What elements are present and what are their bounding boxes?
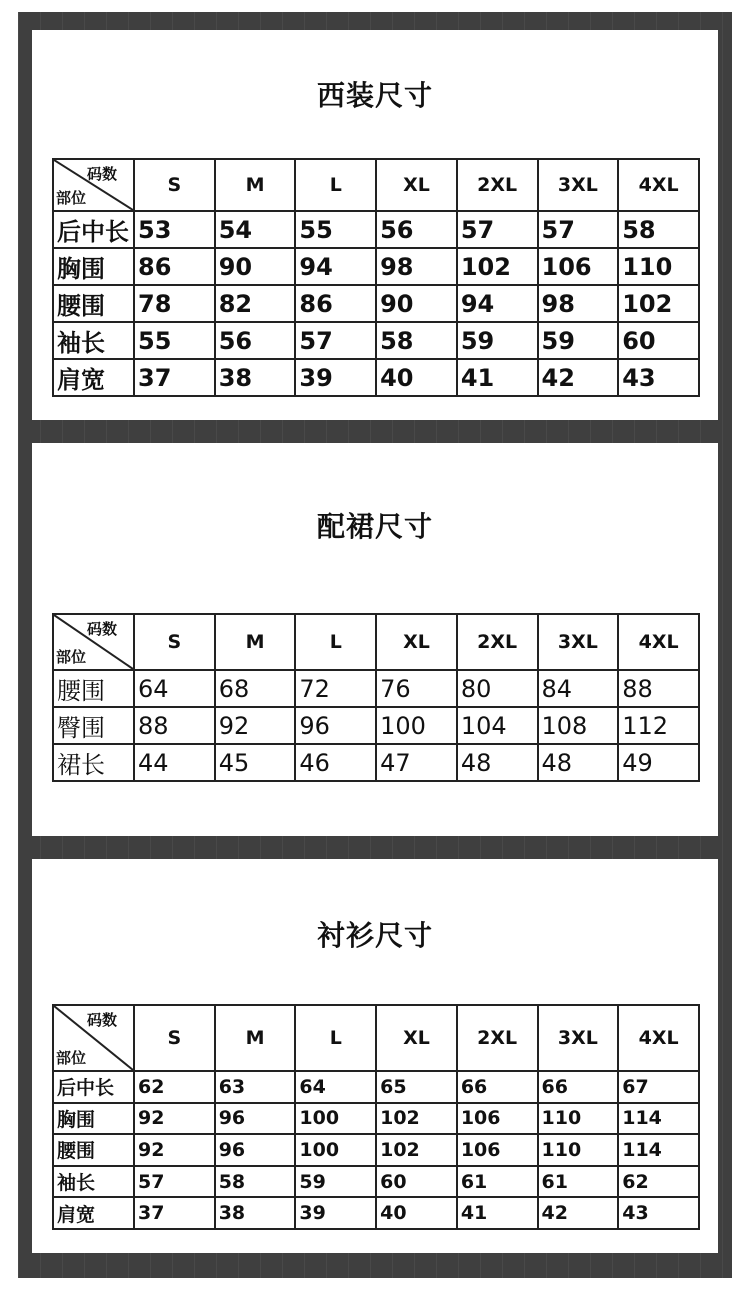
- table-cell: 60: [618, 322, 699, 359]
- table-cell: 63: [215, 1071, 296, 1103]
- table-cell: 42: [538, 359, 619, 396]
- table-cell: 92: [215, 707, 296, 744]
- table-cell: 48: [538, 744, 619, 781]
- size-header: 4XL: [618, 1005, 699, 1071]
- size-header: 2XL: [457, 614, 538, 670]
- row-label: 胸围: [53, 1103, 134, 1135]
- size-header: L: [295, 1005, 376, 1071]
- size-header: M: [215, 1005, 296, 1071]
- suit-size-panel: [32, 30, 718, 420]
- table-cell: 94: [295, 248, 376, 285]
- table-cell: 66: [457, 1071, 538, 1103]
- table-cell: 67: [618, 1071, 699, 1103]
- table-cell: 57: [134, 1166, 215, 1198]
- table-cell: 56: [215, 322, 296, 359]
- table-cell: 76: [376, 670, 457, 707]
- corner-cell: [53, 1005, 134, 1071]
- table-cell: 94: [457, 285, 538, 322]
- row-label: 袖长: [53, 322, 134, 359]
- table-row: [53, 1071, 699, 1103]
- table-cell: 49: [618, 744, 699, 781]
- table-row: [53, 1166, 699, 1198]
- table-cell: 106: [538, 248, 619, 285]
- row-label: 腰围: [53, 1134, 134, 1166]
- table-cell: 46: [295, 744, 376, 781]
- corner-size-label: 码数: [86, 165, 117, 183]
- size-header: S: [134, 614, 215, 670]
- table-cell: 57: [538, 211, 619, 248]
- row-label: 袖长: [53, 1166, 134, 1198]
- table-row: [53, 211, 699, 248]
- size-header-row: [53, 1005, 699, 1071]
- table-cell: 110: [618, 248, 699, 285]
- table-cell: 102: [376, 1103, 457, 1135]
- table-cell: 41: [457, 1197, 538, 1229]
- table-cell: 45: [215, 744, 296, 781]
- table-cell: 38: [215, 359, 296, 396]
- table-cell: 110: [538, 1103, 619, 1135]
- table-row: [53, 1134, 699, 1166]
- table-row: [53, 248, 699, 285]
- table-row: [53, 707, 699, 744]
- table-cell: 114: [618, 1134, 699, 1166]
- suit-size-table: [52, 158, 700, 397]
- row-label: 腰围: [53, 285, 134, 322]
- table-cell: 104: [457, 707, 538, 744]
- row-label: 裙长: [53, 744, 134, 781]
- table-cell: 60: [376, 1166, 457, 1198]
- size-header: XL: [376, 1005, 457, 1071]
- size-header: 4XL: [618, 614, 699, 670]
- table-cell: 57: [295, 322, 376, 359]
- table-cell: 108: [538, 707, 619, 744]
- skirt-size-panel: [32, 443, 718, 836]
- table-cell: 64: [134, 670, 215, 707]
- table-cell: 84: [538, 670, 619, 707]
- table-row: [53, 285, 699, 322]
- row-label: 臀围: [53, 707, 134, 744]
- table-cell: 40: [376, 1197, 457, 1229]
- size-header-row: [53, 159, 699, 211]
- table-cell: 68: [215, 670, 296, 707]
- row-label: 肩宽: [53, 359, 134, 396]
- table-cell: 66: [538, 1071, 619, 1103]
- table-cell: 80: [457, 670, 538, 707]
- table-cell: 86: [134, 248, 215, 285]
- table-cell: 114: [618, 1103, 699, 1135]
- table-cell: 37: [134, 1197, 215, 1229]
- table-cell: 112: [618, 707, 699, 744]
- size-header: 2XL: [457, 159, 538, 211]
- table-cell: 57: [457, 211, 538, 248]
- table-cell: 62: [134, 1071, 215, 1103]
- table-cell: 72: [295, 670, 376, 707]
- size-header: L: [295, 614, 376, 670]
- table-cell: 43: [618, 359, 699, 396]
- table-row: [53, 744, 699, 781]
- table-cell: 98: [376, 248, 457, 285]
- table-row: [53, 1197, 699, 1229]
- corner-part-label: 部位: [56, 1049, 87, 1067]
- corner-size-label: 码数: [86, 1011, 117, 1029]
- table-cell: 56: [376, 211, 457, 248]
- table-cell: 96: [295, 707, 376, 744]
- table-cell: 61: [457, 1166, 538, 1198]
- table-cell: 78: [134, 285, 215, 322]
- table-cell: 38: [215, 1197, 296, 1229]
- size-header: M: [215, 614, 296, 670]
- table-cell: 37: [134, 359, 215, 396]
- corner-part-label: 部位: [56, 189, 87, 207]
- table-cell: 55: [295, 211, 376, 248]
- skirt-size-table: [52, 613, 700, 782]
- suit-size-title: 西装尺寸: [316, 79, 433, 112]
- table-cell: 64: [295, 1071, 376, 1103]
- table-cell: 53: [134, 211, 215, 248]
- table-cell: 102: [376, 1134, 457, 1166]
- table-cell: 100: [376, 707, 457, 744]
- table-cell: 88: [134, 707, 215, 744]
- table-cell: 44: [134, 744, 215, 781]
- table-cell: 43: [618, 1197, 699, 1229]
- table-cell: 59: [538, 322, 619, 359]
- table-cell: 41: [457, 359, 538, 396]
- table-cell: 96: [215, 1103, 296, 1135]
- size-header: M: [215, 159, 296, 211]
- table-cell: 65: [376, 1071, 457, 1103]
- table-cell: 110: [538, 1134, 619, 1166]
- table-cell: 61: [538, 1166, 619, 1198]
- table-cell: 47: [376, 744, 457, 781]
- corner-cell: [53, 614, 134, 670]
- row-label: 腰围: [53, 670, 134, 707]
- corner-size-label: 码数: [86, 620, 117, 638]
- skirt-size-title: 配裙尺寸: [316, 510, 433, 543]
- size-header: 3XL: [538, 159, 619, 211]
- table-cell: 90: [215, 248, 296, 285]
- corner-cell: [53, 159, 134, 211]
- table-cell: 42: [538, 1197, 619, 1229]
- table-row: [53, 359, 699, 396]
- table-row: [53, 1103, 699, 1135]
- table-cell: 98: [538, 285, 619, 322]
- table-cell: 100: [295, 1134, 376, 1166]
- table-cell: 102: [618, 285, 699, 322]
- table-cell: 92: [134, 1103, 215, 1135]
- table-cell: 102: [457, 248, 538, 285]
- table-cell: 90: [376, 285, 457, 322]
- table-cell: 58: [376, 322, 457, 359]
- table-row: [53, 670, 699, 707]
- shirt-size-table: [52, 1004, 700, 1230]
- table-cell: 55: [134, 322, 215, 359]
- table-cell: 54: [215, 211, 296, 248]
- table-cell: 82: [215, 285, 296, 322]
- table-cell: 96: [215, 1134, 296, 1166]
- size-header: S: [134, 159, 215, 211]
- table-cell: 59: [457, 322, 538, 359]
- shirt-size-panel: [32, 859, 718, 1253]
- row-label: 肩宽: [53, 1197, 134, 1229]
- table-row: [53, 322, 699, 359]
- table-cell: 58: [618, 211, 699, 248]
- row-label: 后中长: [53, 211, 134, 248]
- table-cell: 92: [134, 1134, 215, 1166]
- size-header: 3XL: [538, 614, 619, 670]
- size-header: XL: [376, 614, 457, 670]
- size-header: XL: [376, 159, 457, 211]
- corner-part-label: 部位: [56, 648, 87, 666]
- row-label: 后中长: [53, 1071, 134, 1103]
- table-cell: 59: [295, 1166, 376, 1198]
- size-header: L: [295, 159, 376, 211]
- table-cell: 39: [295, 1197, 376, 1229]
- table-cell: 58: [215, 1166, 296, 1198]
- table-cell: 88: [618, 670, 699, 707]
- size-header: 4XL: [618, 159, 699, 211]
- table-cell: 62: [618, 1166, 699, 1198]
- size-header: 2XL: [457, 1005, 538, 1071]
- row-label: 胸围: [53, 248, 134, 285]
- size-header: 3XL: [538, 1005, 619, 1071]
- size-header: S: [134, 1005, 215, 1071]
- table-cell: 106: [457, 1103, 538, 1135]
- table-cell: 106: [457, 1134, 538, 1166]
- shirt-size-title: 衬衫尺寸: [316, 919, 433, 952]
- table-cell: 39: [295, 359, 376, 396]
- size-header-row: [53, 614, 699, 670]
- table-cell: 100: [295, 1103, 376, 1135]
- table-cell: 86: [295, 285, 376, 322]
- table-cell: 48: [457, 744, 538, 781]
- table-cell: 40: [376, 359, 457, 396]
